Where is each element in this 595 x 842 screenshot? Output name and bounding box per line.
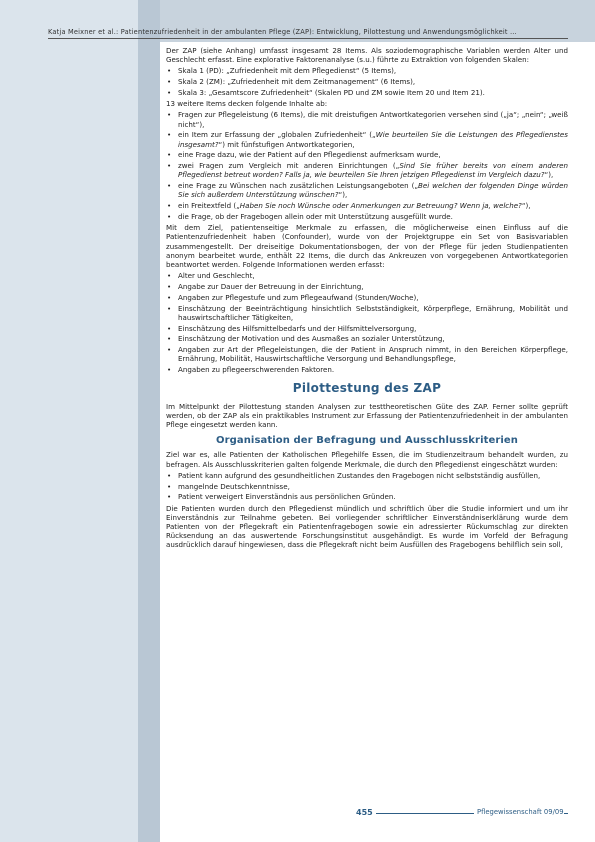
header-rule: [48, 38, 568, 39]
list-item: • Patient kann aufgrund des gesundheitlichen Zustandes den Fragebogen nicht selbstständig ausfüllen,: [166, 471, 568, 480]
list-item: • Skala 3: „Gesamtscore Zufriedenheit“ (Skalen PD und ZM sowie Item 20 und Item 21).: [166, 88, 568, 97]
section-heading: Pilottestung des ZAP: [292, 381, 442, 396]
list-item: • eine Frage zu Wünschen nach zusätzlichen Leistungsangeboten („Bei welchen der folgenden Dinge würden Sie sich außerdem Unterstützung wünschen?“),: [166, 181, 568, 199]
page-body: [166, 46, 568, 552]
list-item: • die Frage, ob der Fragebogen allein oder mit Unterstützung ausgefüllt wurde.: [166, 212, 568, 221]
list-item: • ein Item zur Erfassung der „globalen Zufriedenheit“ („Wie beurteilen Sie die Leistungen des Pflegedienstes insgesamt?“) mit fünfstufigen Antwortkategorien,: [166, 130, 568, 148]
list-item: • mangelnde Deutschkenntnisse,: [166, 482, 568, 491]
list-item: • ein Freitextfeld („Haben Sie noch Wünsche oder Anmerkungen zur Betreuung? Wenn ja, welche?“),: [166, 201, 568, 210]
paragraph: Der ZAP (siehe Anhang) umfasst insgesamt 28 Items. Als soziodemographische Variablen werden Alter und Geschlecht erfasst. Eine explorative Faktorenanalyse (s.u.) führte zu Extraktion von folgenden Skalen:: [166, 46, 568, 65]
list-item: • Skala 2 (ZM): „Zufriedenheit mit dem Zeitmanagement“ (6 Items),: [166, 77, 568, 86]
list-item: • Patient verweigert Einverständnis aus persönlichen Gründen.: [166, 492, 568, 501]
list-item: • Alter und Geschlecht,: [166, 271, 568, 280]
list-item: • Einschätzung der Motivation und des Ausmaßes an sozialer Unterstützung,: [166, 334, 568, 343]
list-item: • zwei Fragen zum Vergleich mit anderen Einrichtungen („Sind Sie früher bereits von einem anderen Pflegedienst betreut worden? Falls ja, wie beurteilen Sie Ihren jetzigen Pflegedienst im Vergleich dazu?“),: [166, 161, 568, 179]
list-item: • Angaben zu pflegeerschwerenden Faktoren.: [166, 365, 568, 374]
subsection-heading: Organisation der Befragung und Ausschlusskriterien: [215, 435, 519, 447]
paragraph: 13 weitere Items decken folgende Inhalte ab:: [166, 99, 328, 109]
journal-name: Pflegewissenschaft 09/09: [474, 808, 564, 816]
list-item: • eine Frage dazu, wie der Patient auf den Pflegedienst aufmerksam wurde,: [166, 150, 568, 159]
list-item: • Einschätzung des Hilfsmittelbedarfs und der Hilfsmittelversorgung,: [166, 324, 568, 333]
info-list: [166, 271, 568, 374]
paragraph: Ziel war es, alle Patienten der Katholischen Pflegehilfe Essen, die im Studienzeitraum behandelt wurden, zu befragen. Als Ausschlusskriterien galten folgende Merkmale, die durch den Pflegedienst eingeschätzt wurden:: [166, 450, 568, 469]
page-number: 455: [353, 808, 376, 817]
running-header: Katja Meixner et al.: Patientenzufriedenheit in der ambulanten Pflege (ZAP): Entwicklung, Pilottestung und Anwendungsmöglichkeit …: [48, 28, 517, 36]
list-item: • Skala 1 (PD): „Zufriedenheit mit dem Pflegedienst“ (5 Items),: [166, 66, 568, 75]
paragraph: Die Patienten wurden durch den Pflegedienst mündlich und schriftlich über die Studie informiert und um ihr Einverständnis zur Teilnahme gebeten. Bei vorliegender schriftlicher Einverständniserklärung wurde dem Patienten von der Pflegekraft ein Patientenfragebogen sowie ein adressierter Rückumschlag zur direkten Rücksendung an das auswertende Forschungsinstitut ausgehändigt. Es wurde im Vorfeld der Befragung ausdrücklich darauf hingewiesen, dass die Pflegekraft nicht beim Ausfüllen des Fragebogens behilflich sein soll,: [166, 503, 568, 550]
content-item-list: [166, 110, 568, 221]
scale-list: [166, 66, 568, 97]
left-margin-band: [0, 0, 160, 842]
list-item: • Angaben zur Art der Pflegeleistungen, die der Patient in Anspruch nimmt, in den Bereichen Körperpflege, Ernährung, Mobilität, Hauswirtschaftliche Versorgung und Behandlungspflege,: [166, 345, 568, 363]
list-item: • Angaben zur Pflegestufe und zum Pflegeaufwand (Stunden/Woche),: [166, 293, 568, 302]
exclusion-criteria-list: [166, 471, 568, 502]
list-item: • Einschätzung der Beeinträchtigung hinsichtlich Selbstständigkeit, Körperpflege, Ernährung, Mobilität und hauswirtschaftlicher Tätigkeiten,: [166, 304, 568, 322]
list-item: • Angabe zur Dauer der Betreuung in der Einrichtung,: [166, 282, 568, 291]
left-margin-stripe: [138, 0, 160, 842]
paragraph: Mit dem Ziel, patientenseitige Merkmale zu erfassen, die möglicherweise einen Einfluss auf die Patientenzufriedenheit haben (Confounder), wurde von der Projektgruppe ein Set von Basisvariablen zusammengestellt. Der dreiseitige Dokumentationsbogen, der von der Pflege für jeden Studienpatienten anonym bearbeitet wurde, enthält 22 Items, die durch das Ankreuzen von vorgegebenen Antwortkategorien beantwortet werden. Folgende Informationen werden erfasst:: [166, 223, 568, 270]
paragraph: Im Mittelpunkt der Pilottestung standen Analysen zur testtheoretischen Güte des ZAP. Ferner sollte geprüft werden, ob der ZAP als ein praktikables Instrument zur Erfassung der Patientenzufriedenheit in der ambulanten Pflege eingesetzt werden kann.: [166, 401, 568, 430]
list-item: • Fragen zur Pflegeleistung (6 Items), die mit dreistufigen Antwortkategorien versehen sind („ja“; „nein“; „weiß nicht“),: [166, 110, 568, 128]
